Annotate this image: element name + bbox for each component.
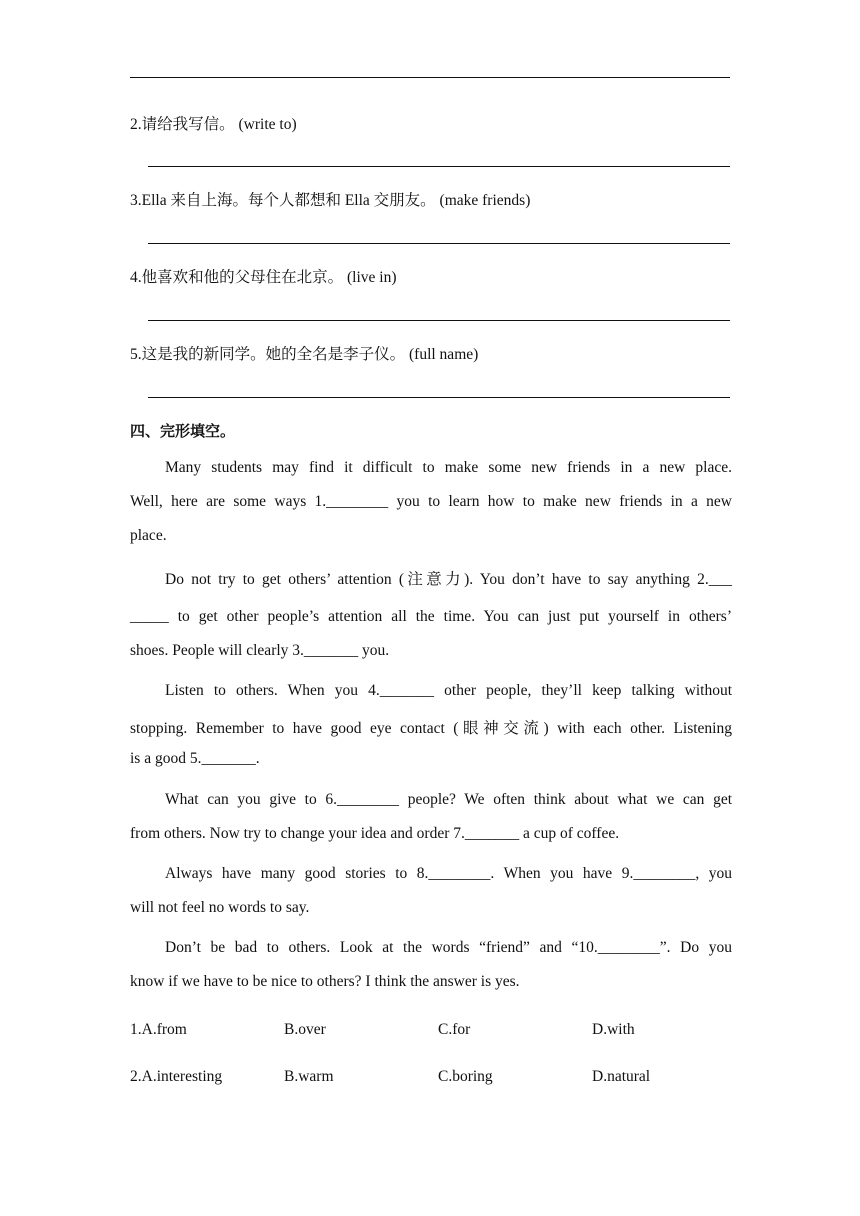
option-a[interactable]: 1.A.from bbox=[130, 1021, 187, 1038]
translation-item-2: 2.请给我写信。 (write to) bbox=[130, 116, 297, 133]
option-c[interactable]: C.for bbox=[438, 1021, 471, 1038]
option-b[interactable]: B.over bbox=[284, 1021, 326, 1038]
passage-line: know if we have to be nice to others? I think the answer is yes. bbox=[130, 973, 520, 990]
option-d[interactable]: D.natural bbox=[592, 1068, 651, 1085]
passage-line: Do not try to get others’ attention (注意力). You don’t have to say anything 2.___ bbox=[165, 571, 732, 588]
passage-line: will not feel no words to say. bbox=[130, 899, 310, 916]
option-b[interactable]: B.warm bbox=[284, 1068, 334, 1085]
passage-line: place. bbox=[130, 527, 167, 544]
section-heading: 四、完形填空。 bbox=[130, 422, 236, 440]
translation-item-4: 4.他喜欢和他的父母住在北京。 (live in) bbox=[130, 269, 397, 286]
answer-line-3[interactable] bbox=[148, 243, 730, 244]
answer-line-2[interactable] bbox=[148, 166, 730, 167]
answer-line-4[interactable] bbox=[148, 320, 730, 321]
passage-line: Listen to others. When you 4._______ other people, they’ll keep talking without bbox=[165, 682, 732, 699]
translation-item-5: 5.这是我的新同学。她的全名是李子仪。 (full name) bbox=[130, 346, 479, 363]
passage-line: Many students may find it difficult to make some new friends in a new place. bbox=[165, 459, 732, 476]
answer-line-5[interactable] bbox=[148, 397, 730, 398]
option-a[interactable]: 2.A.interesting bbox=[130, 1068, 223, 1085]
passage-line: is a good 5._______. bbox=[130, 750, 260, 767]
passage-line: _____ to get other people’s attention all the time. You can just put yourself in others’ bbox=[130, 608, 732, 625]
option-c[interactable]: C.boring bbox=[438, 1068, 493, 1085]
passage-line: shoes. People will clearly 3._______ you. bbox=[130, 642, 390, 659]
translation-item-3: 3.Ella 来自上海。每个人都想和 Ella 交朋友。 (make friends) bbox=[130, 192, 531, 209]
passage-line: from others. Now try to change your idea and order 7._______ a cup of coffee. bbox=[130, 825, 620, 842]
passage-line: Well, here are some ways 1.________ you to learn how to make new friends in a new bbox=[130, 493, 732, 510]
answer-line-1[interactable] bbox=[130, 77, 730, 78]
passage-line: What can you give to 6.________ people? We often think about what we can get bbox=[165, 791, 732, 808]
passage-line: Always have many good stories to 8.________. When you have 9.________, you bbox=[165, 865, 732, 882]
passage-line: Don’t be bad to others. Look at the words “friend” and “10.________”. Do you bbox=[165, 939, 732, 956]
option-d[interactable]: D.with bbox=[592, 1021, 635, 1038]
passage-line: stopping. Remember to have good eye contact (眼神交流) with each other. Listening bbox=[130, 720, 732, 737]
